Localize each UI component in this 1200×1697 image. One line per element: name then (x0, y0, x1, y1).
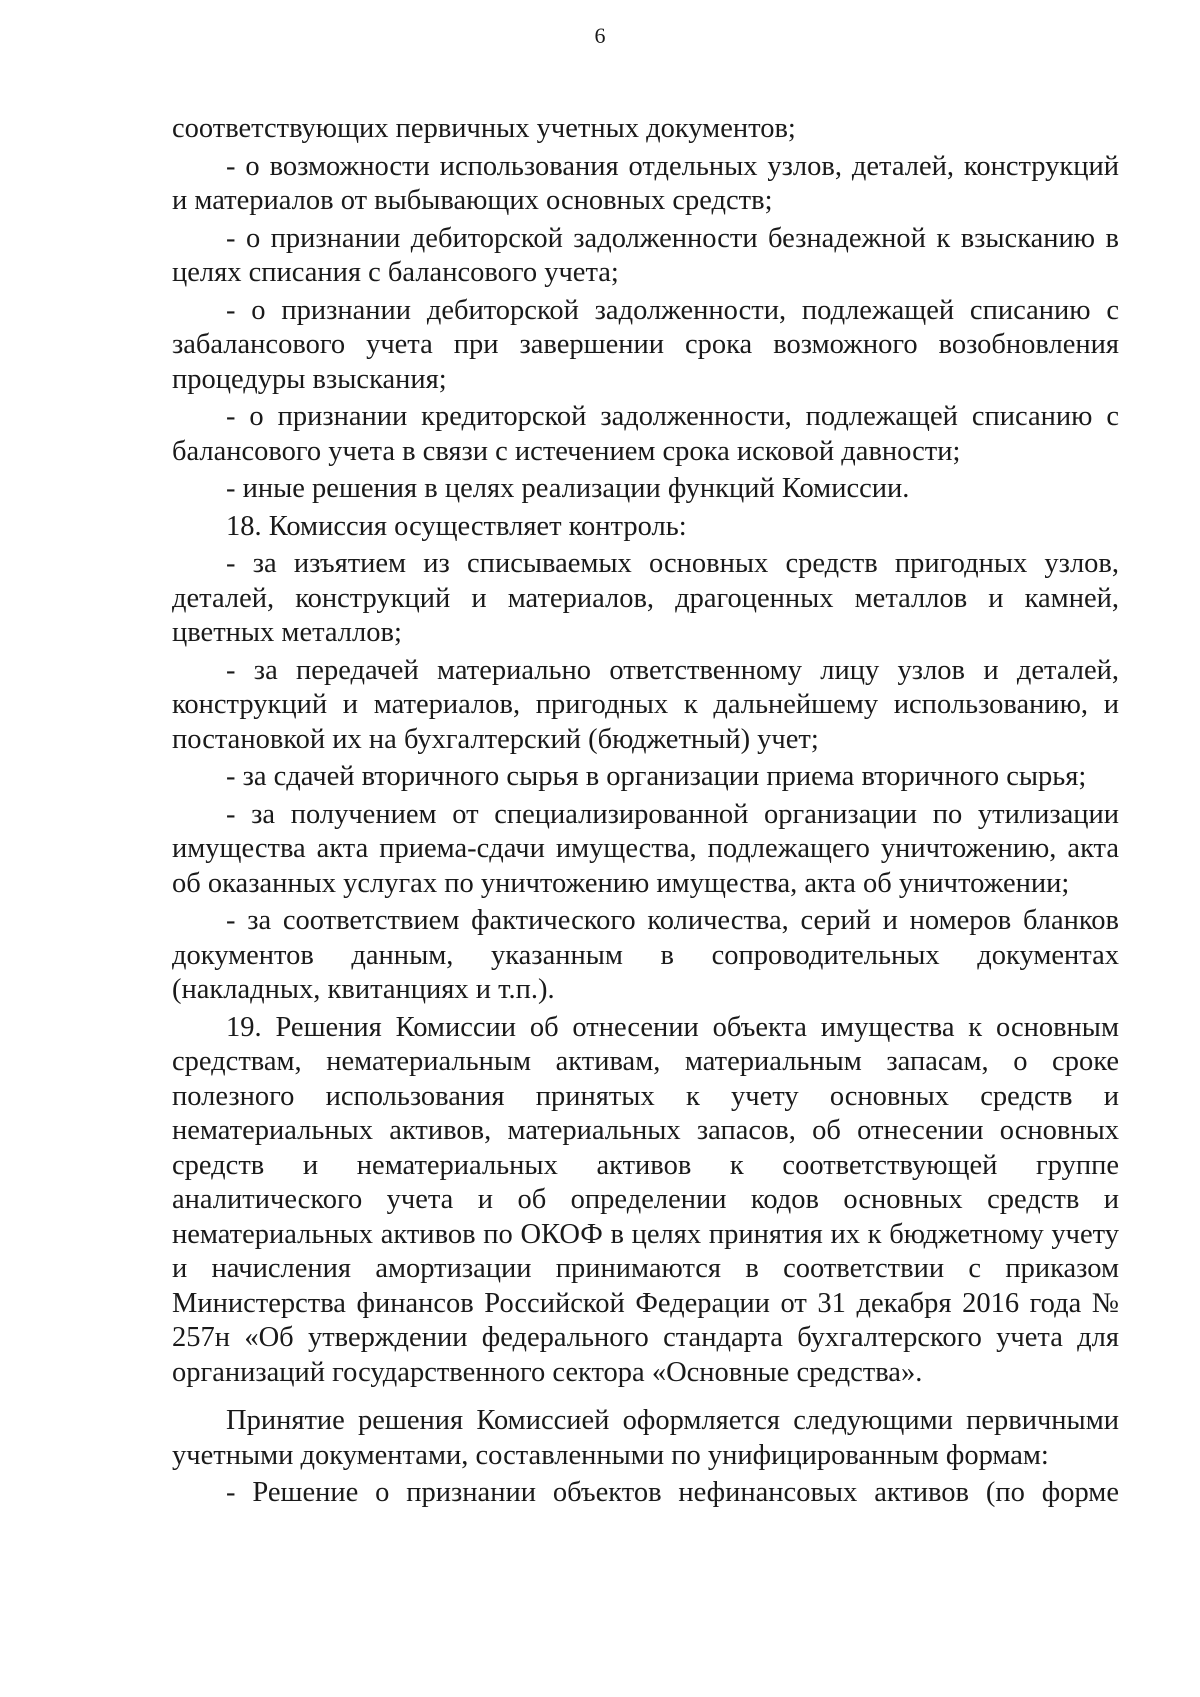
page-number: 6 (594, 23, 606, 48)
list-item-control: - за получением от специализированной организации по утилизации имущества акта приема-сдачи имущества, подлежащего уничтожению, акта об оказанных услугах по уничтожению имущества, акта об уничтожении; (172, 798, 1119, 899)
list-item-control: - за изъятием из списываемых основных средств пригодных узлов, деталей, конструкций и материалов, драгоценных металлов и камней, цветных металлов; (172, 548, 1119, 648)
list-item-decision: - о возможности использования отдельных узлов, деталей, конструкций и материалов от выбывающих основных средств; (172, 150, 1119, 216)
clause-19: 19. Решения Комиссии об отнесении объекта имущества к основным средствам, нематериальным активам, материальным запасам, о сроке полезного использования принятых к учету основных средств и нематериальных активов, материальных запасов, об отнесении основных средств и нематериальных активов к соответствующей группе аналитического учета и об определении кодов основных средств и нематериальных активов по ОКОФ в целях принятия их к бюджетному учету и начисления амортизации принимаются в соответствии с приказом Министерства финансов Российской Федерации от 31 декабря 2016 года № 257н «Об утверждении федерального стандарта бухгалтерского учета для организаций государственного сектора «Основные средства». (172, 1011, 1119, 1388)
list-item-control: - за соответствием фактического количества, серий и номеров бланков документов данным, указанным в сопроводительных документах (накладных, квитанциях и т.п.). (172, 905, 1119, 1005)
document-body (172, 112, 1119, 1514)
list-item-document-form: - Решение о признании объектов нефинансовых активов (по форме (226, 1477, 1119, 1508)
list-item-control: - за сдачей вторичного сырья в организации приема вторичного сырья; (226, 761, 1087, 792)
list-item-control: - за передачей материально ответственному лицу узлов и деталей, конструкций и материалов, пригодных к дальнейшему использованию, и постановкой их на бухгалтерский (бюджетный) учет; (172, 654, 1119, 755)
paragraph-primary-documents: Принятие решения Комиссией оформляется следующими первичными учетными документами, составленными по унифицированным формам: (172, 1405, 1119, 1471)
clause-18-heading: 18. Комиссия осуществляет контроль: (226, 510, 687, 542)
list-item-decision: - о признании дебиторской задолженности, подлежащей списанию с забалансового учета при завершении срока возможного возобновления процедуры взыскания; (172, 294, 1119, 395)
list-item-decision: - о признании дебиторской задолженности безнадежной к взысканию в целях списания с балансового учета; (172, 222, 1119, 288)
list-item-decision: - иные решения в целях реализации функций Комиссии. (226, 473, 910, 504)
list-item-decision: - о признании кредиторской задолженности, подлежащей списанию с балансового учета в связи с истечением срока исковой давности; (172, 401, 1119, 467)
paragraph-continuation: соответствующих первичных учетных документов; (172, 113, 796, 144)
